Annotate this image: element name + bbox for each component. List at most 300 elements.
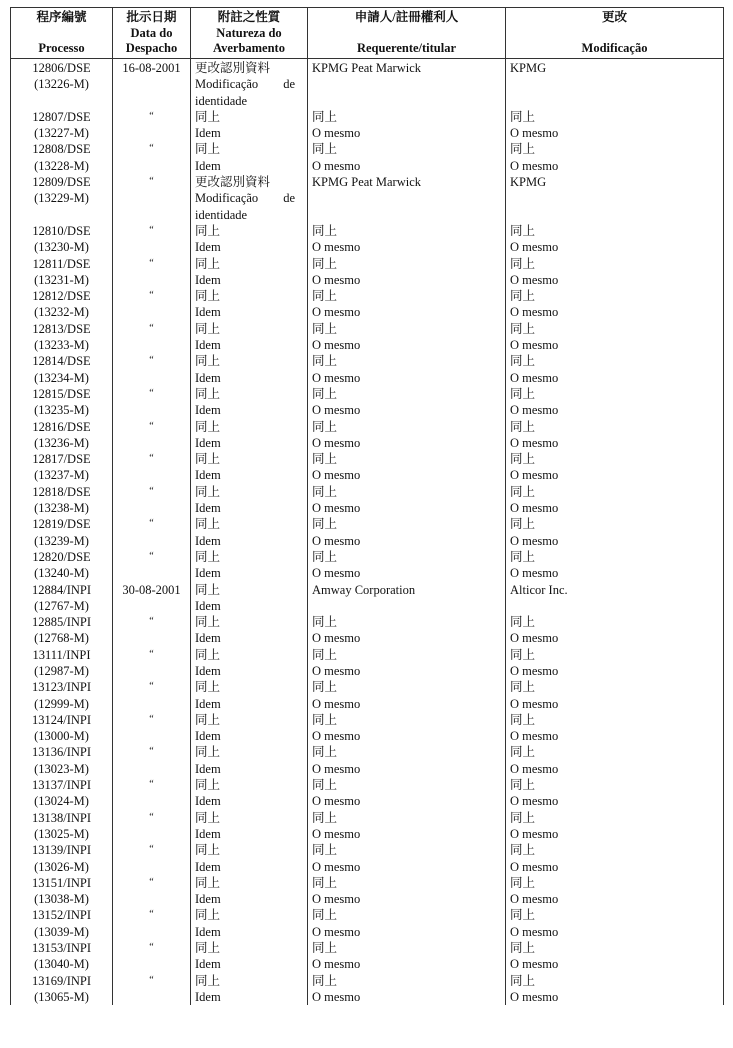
- processo-cell: [11, 744, 113, 777]
- natureza-cell: [191, 174, 308, 223]
- modificacao-cell: [506, 223, 724, 256]
- date-cell: [113, 484, 191, 517]
- modificacao-line: 同上: [510, 712, 536, 727]
- processo-number: 13137/INPI: [31, 778, 92, 793]
- date-cell: [113, 256, 191, 289]
- modificacao-line: O mesmo: [510, 924, 559, 939]
- header-natureza: [191, 8, 308, 59]
- processo-sub-number: (13024-M): [34, 794, 89, 809]
- processo-sub-number: (12767-M): [34, 598, 89, 613]
- natureza-line: Idem: [195, 989, 221, 1004]
- modificacao-cell: [506, 744, 724, 777]
- processo-sub-number: (13026-M): [34, 859, 89, 874]
- modificacao-line: KPMG: [510, 61, 547, 75]
- date-cell: [113, 810, 191, 843]
- ditto-mark: “: [149, 844, 154, 856]
- processo-cell: [11, 679, 113, 712]
- processo-sub-number: (13235-M): [34, 403, 89, 418]
- table-row: [11, 907, 724, 940]
- natureza-line: Idem: [195, 892, 221, 907]
- processo-cell: [11, 484, 113, 517]
- ditto-mark: “: [149, 779, 154, 791]
- processo-number: 12819/DSE: [32, 517, 91, 532]
- table-header: [11, 8, 724, 59]
- ditto-mark: “: [149, 485, 154, 497]
- natureza-cell: [191, 940, 308, 973]
- natureza-cell: [191, 288, 308, 321]
- natureza-cell: [191, 875, 308, 908]
- table-row: [11, 973, 724, 1006]
- processo-number: 13138/INPI: [31, 810, 92, 825]
- natureza-line: 同上: [195, 908, 221, 923]
- modificacao-line: 同上: [510, 908, 536, 923]
- modificacao-cell: [506, 614, 724, 647]
- natureza-cell: [191, 386, 308, 419]
- requerente-cell: [308, 777, 506, 810]
- requerente-line: 同上: [312, 386, 338, 401]
- requerente-line: O mesmo: [312, 826, 361, 841]
- modificacao-cell: [506, 288, 724, 321]
- processo-cell: [11, 549, 113, 582]
- requerente-cell: [308, 109, 506, 142]
- table-row: [11, 419, 724, 452]
- natureza-line: 同上: [195, 256, 221, 271]
- modificacao-line: Alticor Inc.: [510, 582, 568, 597]
- requerente-line: 同上: [312, 778, 338, 793]
- date-cell: [113, 549, 191, 582]
- processo-number: 13124/INPI: [31, 712, 92, 727]
- natureza-line: 同上: [195, 109, 221, 124]
- requerente-cell: [308, 875, 506, 908]
- requerente-line: O mesmo: [312, 729, 361, 744]
- natureza-line: Idem: [195, 761, 221, 776]
- natureza-line: 同上: [195, 354, 221, 369]
- requerente-cell: [308, 940, 506, 973]
- date-cell: [113, 679, 191, 712]
- requerente-line: O mesmo: [312, 859, 361, 874]
- natureza-line: Idem: [195, 403, 221, 418]
- requerente-cell: [308, 419, 506, 452]
- processo-cell: [11, 256, 113, 289]
- processo-sub-number: (13240-M): [34, 566, 89, 581]
- processo-cell: [11, 288, 113, 321]
- processo-cell: [11, 712, 113, 745]
- natureza-cell: [191, 256, 308, 289]
- modificacao-line: 同上: [510, 223, 536, 238]
- date-cell: [113, 223, 191, 256]
- processo-number: 12810/DSE: [32, 223, 91, 238]
- modificacao-line: 同上: [510, 386, 536, 401]
- table-row: [11, 777, 724, 810]
- modificacao-line: 同上: [510, 615, 536, 630]
- natureza-cell: [191, 419, 308, 452]
- header-data: [113, 8, 191, 59]
- header-modificacao-zh: 更改: [601, 10, 627, 24]
- natureza-line: 同上: [195, 745, 221, 760]
- natureza-line: Idem: [195, 533, 221, 548]
- table-row: [11, 109, 724, 142]
- natureza-cell: [191, 842, 308, 875]
- modificacao-line: O mesmo: [510, 338, 559, 353]
- ditto-mark: “: [149, 420, 154, 432]
- header-data-pt: Data do Despacho: [125, 25, 178, 55]
- table-row: [11, 386, 724, 419]
- natureza-line: Idem: [195, 826, 221, 841]
- table-row: [11, 614, 724, 647]
- requerente-line: KPMG Peat Marwick: [312, 61, 422, 75]
- requerente-line: 同上: [312, 549, 338, 564]
- modificacao-line: O mesmo: [510, 240, 559, 255]
- processo-number: 13152/INPI: [31, 908, 92, 923]
- processo-sub-number: (13236-M): [34, 435, 89, 450]
- processo-cell: [11, 907, 113, 940]
- requerente-cell: [308, 907, 506, 940]
- date-cell: [113, 875, 191, 908]
- despacho-date: 16-08-2001: [122, 61, 181, 75]
- natureza-cell: [191, 549, 308, 582]
- requerente-line: O mesmo: [312, 631, 361, 646]
- requerente-cell: [308, 174, 506, 223]
- natureza-cell: [191, 451, 308, 484]
- modificacao-line: 同上: [510, 973, 536, 988]
- requerente-line: O mesmo: [312, 989, 361, 1004]
- natureza-line: identidade: [195, 93, 248, 108]
- requerente-line: O mesmo: [312, 370, 361, 385]
- natureza-line: Idem: [195, 158, 221, 173]
- processo-cell: [11, 647, 113, 680]
- processo-sub-number: (13226-M): [34, 77, 89, 92]
- processo-number: 13136/INPI: [31, 745, 92, 760]
- natureza-line: Idem: [195, 435, 221, 450]
- date-cell: [113, 386, 191, 419]
- date-cell: [113, 174, 191, 223]
- processo-number: 12811/DSE: [32, 256, 91, 271]
- modificacao-cell: [506, 842, 724, 875]
- modificacao-cell: [506, 810, 724, 843]
- natureza-cell: [191, 973, 308, 1006]
- date-cell: [113, 59, 191, 109]
- modificacao-cell: [506, 712, 724, 745]
- modificacao-cell: [506, 582, 724, 615]
- requerente-cell: [308, 59, 506, 109]
- natureza-cell: [191, 582, 308, 615]
- modificacao-cell: [506, 321, 724, 354]
- natureza-cell: [191, 777, 308, 810]
- natureza-cell: [191, 516, 308, 549]
- requerente-line: 同上: [312, 142, 338, 157]
- processo-cell: [11, 353, 113, 386]
- modificacao-line: 同上: [510, 256, 536, 271]
- header-processo-zh: 程序編號: [36, 10, 87, 24]
- date-cell: [113, 288, 191, 321]
- processo-cell: [11, 174, 113, 223]
- requerente-line: O mesmo: [312, 501, 361, 516]
- modificacao-line: O mesmo: [510, 305, 559, 320]
- modificacao-line: 同上: [510, 452, 536, 467]
- natureza-line: Idem: [195, 305, 221, 320]
- natureza-line: 更改認別資料: [195, 61, 271, 75]
- modificacao-line: 同上: [510, 321, 536, 336]
- modificacao-cell: [506, 141, 724, 174]
- modificacao-line: 同上: [510, 810, 536, 825]
- requerente-line: 同上: [312, 615, 338, 630]
- processo-sub-number: (13025-M): [34, 826, 89, 841]
- natureza-cell: [191, 321, 308, 354]
- natureza-line: identidade: [195, 207, 248, 222]
- ditto-mark: “: [149, 257, 154, 269]
- natureza-line: Idem: [195, 272, 221, 287]
- ditto-mark: “: [149, 322, 154, 334]
- requerente-cell: [308, 973, 506, 1006]
- natureza-cell: [191, 810, 308, 843]
- ditto-mark: “: [149, 746, 154, 758]
- requerente-cell: [308, 582, 506, 615]
- date-cell: [113, 451, 191, 484]
- modificacao-line: 同上: [510, 484, 536, 499]
- modificacao-line: O mesmo: [510, 126, 559, 141]
- natureza-line: Idem: [195, 566, 221, 581]
- requerente-line: 同上: [312, 810, 338, 825]
- processo-number: 12820/DSE: [32, 549, 91, 564]
- natureza-line: 更改認別資料: [195, 175, 271, 190]
- requerente-line: O mesmo: [312, 924, 361, 939]
- modificacao-line: O mesmo: [510, 501, 559, 516]
- natureza-cell: [191, 647, 308, 680]
- modificacao-cell: [506, 940, 724, 973]
- table-row: [11, 484, 724, 517]
- modificacao-cell: [506, 679, 724, 712]
- requerente-line: 同上: [312, 745, 338, 760]
- requerente-line: 同上: [312, 647, 338, 662]
- modificacao-line: O mesmo: [510, 663, 559, 678]
- processo-number: 12884/INPI: [31, 582, 92, 597]
- table-row: [11, 549, 724, 582]
- ditto-mark: “: [149, 387, 154, 399]
- processo-number: 12812/DSE: [32, 289, 91, 304]
- processo-number: 12816/DSE: [32, 419, 91, 434]
- processo-sub-number: (12999-M): [34, 696, 89, 711]
- modificacao-cell: [506, 484, 724, 517]
- modificacao-line: O mesmo: [510, 403, 559, 418]
- processo-sub-number: (13040-M): [34, 957, 89, 972]
- header-modificacao: [506, 8, 724, 59]
- processo-number: 12814/DSE: [32, 354, 91, 369]
- natureza-line: 同上: [195, 843, 221, 858]
- averbamentos-table: [10, 7, 724, 1005]
- processo-sub-number: (13239-M): [34, 533, 89, 548]
- requerente-cell: [308, 386, 506, 419]
- natureza-cell: [191, 484, 308, 517]
- requerente-line: O mesmo: [312, 338, 361, 353]
- despacho-date: 30-08-2001: [122, 582, 181, 597]
- header-processo-pt: Processo: [38, 41, 85, 55]
- requerente-cell: [308, 712, 506, 745]
- processo-number: 12815/DSE: [32, 386, 91, 401]
- ditto-mark: “: [149, 713, 154, 725]
- requerente-cell: [308, 810, 506, 843]
- requerente-line: 同上: [312, 843, 338, 858]
- natureza-cell: [191, 141, 308, 174]
- processo-cell: [11, 582, 113, 615]
- processo-cell: [11, 777, 113, 810]
- modificacao-cell: [506, 875, 724, 908]
- requerente-line: O mesmo: [312, 794, 361, 809]
- natureza-line: 同上: [195, 142, 221, 157]
- ditto-mark: “: [149, 811, 154, 823]
- date-cell: [113, 353, 191, 386]
- natureza-cell: [191, 744, 308, 777]
- natureza-line: 同上: [195, 712, 221, 727]
- date-cell: [113, 842, 191, 875]
- processo-sub-number: (13233-M): [34, 338, 89, 353]
- processo-number: 13153/INPI: [31, 941, 92, 956]
- natureza-line: 同上: [195, 321, 221, 336]
- ditto-mark: “: [149, 876, 154, 888]
- ditto-mark: “: [149, 550, 154, 562]
- processo-cell: [11, 141, 113, 174]
- natureza-line: Idem: [195, 468, 221, 483]
- header-requerente-pt: Requerente/titular: [356, 41, 457, 55]
- header-natureza-pt1: Natureza do: [216, 25, 282, 40]
- modificacao-line: O mesmo: [510, 696, 559, 711]
- natureza-cell: [191, 907, 308, 940]
- modificacao-line: 同上: [510, 843, 536, 858]
- processo-cell: [11, 614, 113, 647]
- processo-sub-number: (13228-M): [34, 158, 89, 173]
- natureza-line: 同上: [195, 615, 221, 630]
- date-cell: [113, 777, 191, 810]
- processo-sub-number: (13230-M): [34, 240, 89, 255]
- requerente-line: O mesmo: [312, 240, 361, 255]
- modificacao-cell: [506, 907, 724, 940]
- processo-number: 13151/INPI: [31, 875, 92, 890]
- requerente-line: 同上: [312, 419, 338, 434]
- date-cell: [113, 109, 191, 142]
- natureza-line: Idem: [195, 370, 221, 385]
- date-cell: [113, 614, 191, 647]
- modificacao-cell: [506, 647, 724, 680]
- requerente-cell: [308, 614, 506, 647]
- natureza-line: 同上: [195, 223, 221, 238]
- table-row: [11, 647, 724, 680]
- natureza-line: Idem: [195, 598, 221, 613]
- requerente-cell: [308, 647, 506, 680]
- modificacao-cell: [506, 973, 724, 1006]
- modificacao-line: O mesmo: [510, 794, 559, 809]
- processo-cell: [11, 940, 113, 973]
- modificacao-line: O mesmo: [510, 533, 559, 548]
- requerente-cell: [308, 842, 506, 875]
- table-row: [11, 223, 724, 256]
- processo-cell: [11, 321, 113, 354]
- requerente-cell: [308, 353, 506, 386]
- requerente-cell: [308, 223, 506, 256]
- modificacao-cell: [506, 777, 724, 810]
- requerente-line: O mesmo: [312, 533, 361, 548]
- processo-sub-number: (13234-M): [34, 370, 89, 385]
- table-row: [11, 321, 724, 354]
- modificacao-line: 同上: [510, 875, 536, 890]
- requerente-line: 同上: [312, 321, 338, 336]
- header-modificacao-pt: Modificação: [581, 41, 648, 55]
- modificacao-line: O mesmo: [510, 892, 559, 907]
- table-row: [11, 744, 724, 777]
- requerente-line: O mesmo: [312, 272, 361, 287]
- modificacao-line: 同上: [510, 549, 536, 564]
- natureza-line: 同上: [195, 647, 221, 662]
- processo-sub-number: (13232-M): [34, 305, 89, 320]
- table-row: [11, 516, 724, 549]
- date-cell: [113, 940, 191, 973]
- modificacao-cell: [506, 59, 724, 109]
- processo-sub-number: (12768-M): [34, 631, 89, 646]
- requerente-line: 同上: [312, 941, 338, 956]
- requerente-line: 同上: [312, 875, 338, 890]
- modificacao-cell: [506, 516, 724, 549]
- natureza-line: Idem: [195, 696, 221, 711]
- modificacao-line: O mesmo: [510, 566, 559, 581]
- header-data-zh: 批示日期: [126, 10, 177, 24]
- natureza-line: Idem: [195, 240, 221, 255]
- table-row: [11, 288, 724, 321]
- processo-cell: [11, 810, 113, 843]
- header-processo: [11, 8, 113, 59]
- modificacao-line: 同上: [510, 419, 536, 434]
- ditto-mark: “: [149, 909, 154, 921]
- natureza-line: 同上: [195, 680, 221, 695]
- table-row: [11, 582, 724, 615]
- natureza-cell: [191, 353, 308, 386]
- requerente-line: O mesmo: [312, 957, 361, 972]
- natureza-line: Modificação de: [195, 191, 296, 206]
- ditto-mark: “: [149, 616, 154, 628]
- processo-cell: [11, 973, 113, 1006]
- natureza-line: 同上: [195, 419, 221, 434]
- natureza-cell: [191, 679, 308, 712]
- natureza-line: 同上: [195, 517, 221, 532]
- modificacao-line: O mesmo: [510, 435, 559, 450]
- requerente-line: 同上: [312, 223, 338, 238]
- processo-number: 12817/DSE: [32, 452, 91, 467]
- ditto-mark: “: [149, 453, 154, 465]
- processo-number: 13111/INPI: [32, 647, 91, 662]
- modificacao-line: 同上: [510, 647, 536, 662]
- processo-sub-number: (13229-M): [34, 191, 89, 206]
- requerente-line: O mesmo: [312, 158, 361, 173]
- ditto-mark: “: [149, 648, 154, 660]
- processo-sub-number: (13023-M): [34, 761, 89, 776]
- requerente-line: O mesmo: [312, 566, 361, 581]
- natureza-cell: [191, 223, 308, 256]
- modificacao-cell: [506, 256, 724, 289]
- requerente-line: O mesmo: [312, 403, 361, 418]
- modificacao-cell: [506, 353, 724, 386]
- requerente-line: 同上: [312, 109, 338, 124]
- processo-number: 12806/DSE: [32, 61, 91, 75]
- requerente-line: O mesmo: [312, 892, 361, 907]
- requerente-cell: [308, 451, 506, 484]
- requerente-line: 同上: [312, 256, 338, 271]
- requerente-line: O mesmo: [312, 468, 361, 483]
- modificacao-cell: [506, 451, 724, 484]
- natureza-cell: [191, 109, 308, 142]
- table-row: [11, 256, 724, 289]
- modificacao-line: 同上: [510, 517, 536, 532]
- table-row: [11, 842, 724, 875]
- natureza-line: 同上: [195, 452, 221, 467]
- requerente-cell: [308, 288, 506, 321]
- date-cell: [113, 647, 191, 680]
